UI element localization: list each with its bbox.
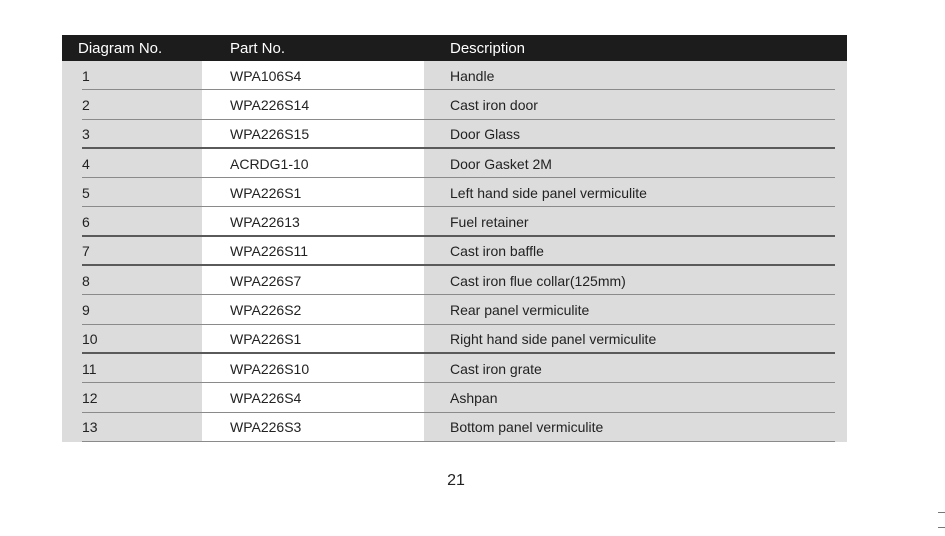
cell-diagram-no: 5 xyxy=(82,184,90,201)
table-row xyxy=(62,90,847,119)
cell-description: Handle xyxy=(450,67,495,84)
cell-diagram-no: 3 xyxy=(82,126,90,143)
cell-diagram-no: 7 xyxy=(82,243,90,260)
cell-description: Fuel retainer xyxy=(450,214,529,231)
table-row xyxy=(62,237,847,266)
table-row xyxy=(62,120,847,149)
edge-mark xyxy=(938,512,945,513)
table-row xyxy=(62,325,847,354)
cell-description: Ashpan xyxy=(450,389,498,406)
cell-description: Rear panel vermiculite xyxy=(450,302,590,319)
cell-part-no: WPA226S14 xyxy=(230,96,310,113)
table-header-row xyxy=(62,35,847,61)
table-row xyxy=(62,354,847,383)
cell-part-no: WPA226S15 xyxy=(230,126,310,143)
table-body xyxy=(62,61,847,442)
page-number: 21 xyxy=(447,472,465,489)
table-row xyxy=(62,413,847,442)
header-diagram-no: Diagram No. xyxy=(78,39,163,57)
table-row xyxy=(62,149,847,178)
cell-part-no: WPA226S10 xyxy=(230,360,310,377)
cell-diagram-no: 4 xyxy=(82,155,90,172)
cell-part-no: WPA226S3 xyxy=(230,419,302,436)
cell-part-no: WPA226S1 xyxy=(230,331,302,348)
cell-part-no: WPA226S7 xyxy=(230,272,302,289)
cell-description: Door Gasket 2M xyxy=(450,155,552,172)
cell-description: Left hand side panel vermiculite xyxy=(450,184,647,201)
table-row xyxy=(62,266,847,295)
cell-diagram-no: 12 xyxy=(82,389,98,406)
header-description: Description xyxy=(450,39,526,57)
cell-diagram-no: 9 xyxy=(82,302,90,319)
table-row xyxy=(62,383,847,412)
cell-description: Cast iron door xyxy=(450,96,538,113)
cell-diagram-no: 1 xyxy=(82,67,90,84)
header-part-no: Part No. xyxy=(230,39,286,57)
cell-description: Cast iron flue collar(125mm) xyxy=(450,272,626,289)
cell-description: Cast iron grate xyxy=(450,360,542,377)
table-row xyxy=(62,178,847,207)
cell-part-no: WPA226S4 xyxy=(230,389,302,406)
cell-part-no: ACRDG1-10 xyxy=(230,155,309,172)
cell-part-no: WPA106S4 xyxy=(230,67,302,84)
parts-table xyxy=(62,35,847,442)
cell-part-no: WPA22613 xyxy=(230,214,300,231)
table-row xyxy=(62,61,847,90)
cell-diagram-no: 11 xyxy=(82,360,97,377)
table-row xyxy=(62,295,847,324)
cell-diagram-no: 6 xyxy=(82,214,90,231)
cell-diagram-no: 8 xyxy=(82,272,90,289)
cell-part-no: WPA226S1 xyxy=(230,184,302,201)
cell-part-no: WPA226S11 xyxy=(230,243,309,260)
cell-part-no: WPA226S2 xyxy=(230,302,302,319)
cell-description: Cast iron baffle xyxy=(450,243,544,260)
cell-description: Right hand side panel vermiculite xyxy=(450,331,657,348)
table-row xyxy=(62,207,847,236)
cell-diagram-no: 13 xyxy=(82,419,98,436)
cell-description: Door Glass xyxy=(450,126,521,143)
cell-diagram-no: 10 xyxy=(82,331,98,348)
cell-description: Bottom panel vermiculite xyxy=(450,419,604,436)
edge-mark xyxy=(938,527,945,528)
cell-diagram-no: 2 xyxy=(82,96,90,113)
